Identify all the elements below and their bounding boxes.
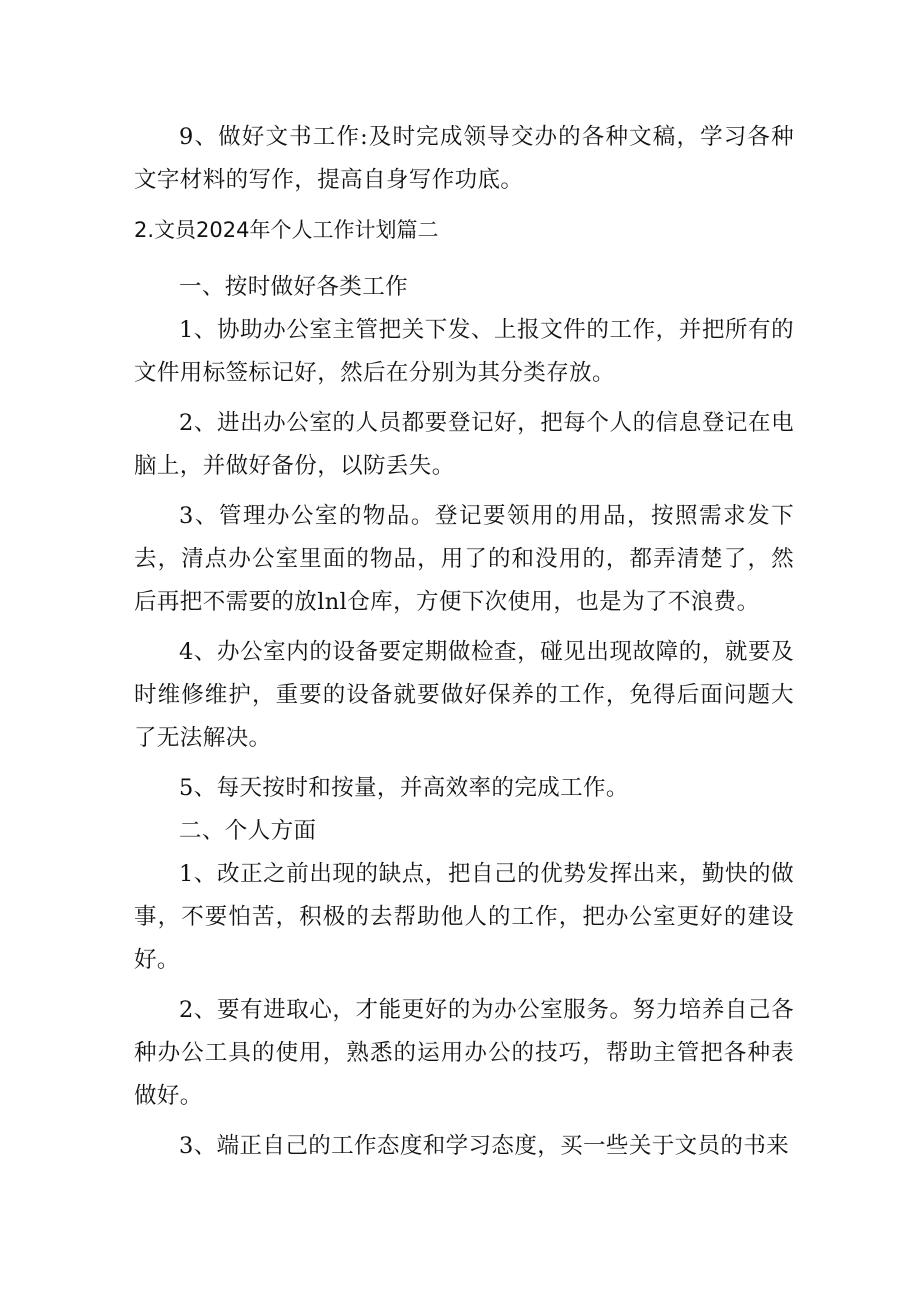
paragraph-item-9-clerical-work: 9、做好文书工作:及时完成领导交办的各种文稿，学习各种文字材料的写作，提高自身写作功底。 — [134, 124, 794, 193]
paragraph-item-1-documents: 1、协助办公室主管把关下发、上报文件的工作，并把所有的文件用标签标记好，然后在分别为其分类存放。 — [134, 317, 794, 386]
paragraph-personal-item-1: 1、改正之前出现的缺点，把自己的优势发挥出来，勤快的做事，不要怕苦，积极的去帮助他人的工作，把办公室更好的建设好。 — [134, 861, 794, 973]
paragraph-item-5-daily-work: 5、每天按时和按量，并高效率的完成工作。 — [179, 775, 629, 801]
paragraph-item-4-equipment-maintenance: 4、办公室内的设备要定期做检查，碰见出现故障的，就要及时维修维护，重要的设备就要做好保养的工作，免得后面问题大了无法解决。 — [134, 639, 794, 751]
paragraph-item-3-office-supplies: 3、管理办公室的物品。登记要领用的用品，按照需求发下去，清点办公室里面的物品，用了的和没用的，都弄清楚了，然后再把不需要的放lnl仓库，方便下次使用，也是为了不浪费。 — [134, 503, 794, 615]
document-body — [134, 116, 794, 1168]
subheading-work-on-time: 一、按时做好各类工作 — [179, 274, 409, 300]
paragraph-item-2-visitor-registration: 2、进出办公室的人员都要登记好，把每个人的信息登记在电脑上，并做好备份，以防丢失。 — [134, 410, 794, 479]
paragraph-personal-item-2: 2、要有进取心，才能更好的为办公室服务。努力培养自己各种办公工具的使用，熟悉的运用办公的技巧，帮助主管把各种表做好。 — [134, 997, 794, 1109]
section-title-plan-part-two: 2.文员2024年个人工作计划篇二 — [134, 218, 439, 242]
paragraph-personal-item-3: 3、端正自己的工作态度和学习态度，买一些关于文员的书来 — [179, 1133, 790, 1159]
subheading-personal-aspects: 二、个人方面 — [179, 818, 317, 844]
